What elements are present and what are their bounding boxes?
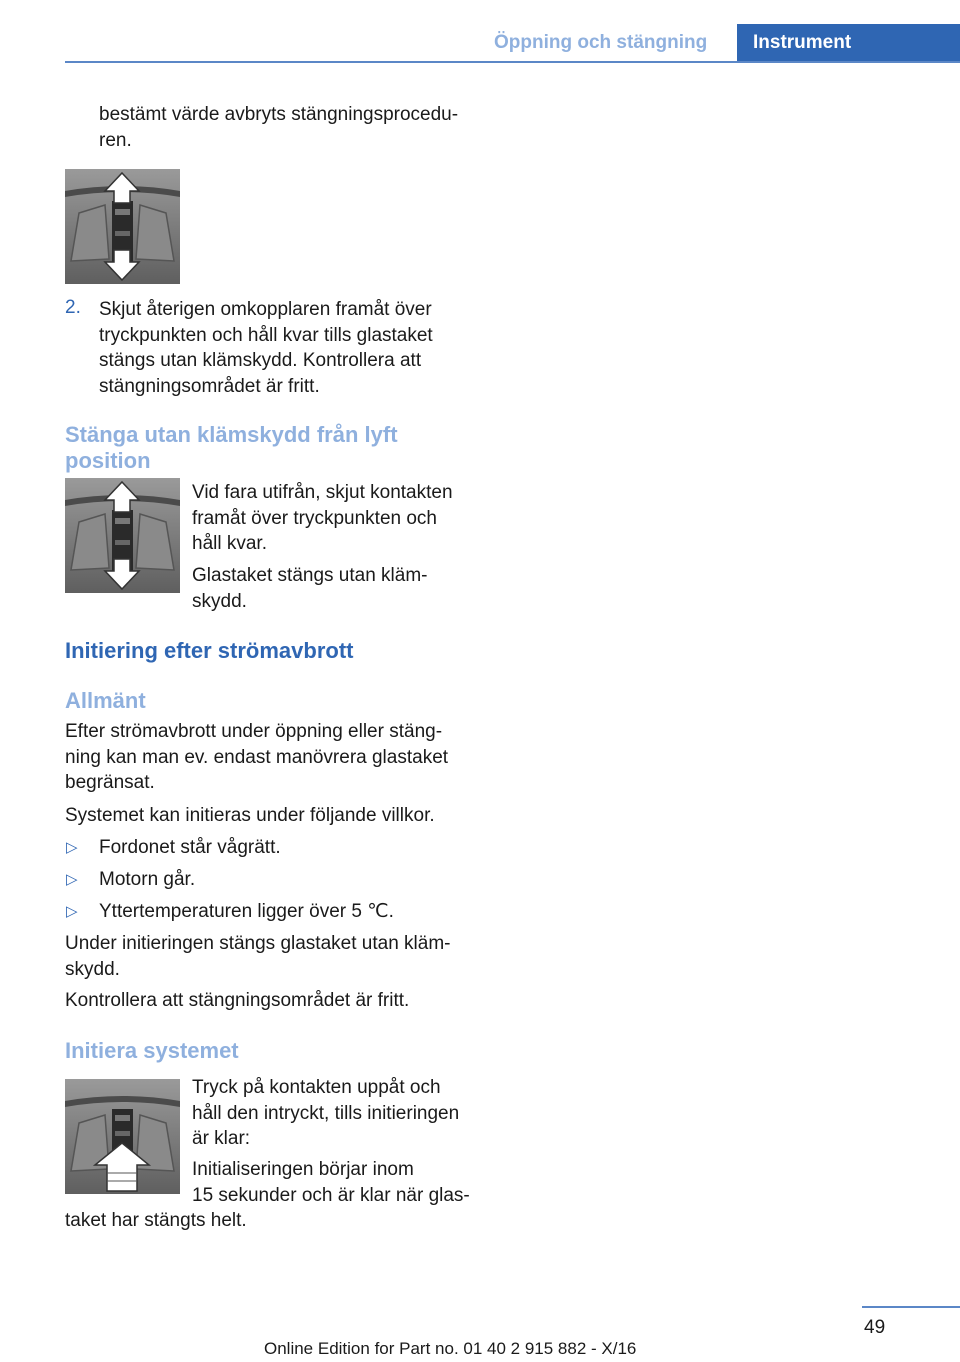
system-paragraph-1 (192, 1075, 459, 1152)
subheading-general: Allmänt (65, 688, 146, 713)
text-line: Efter strömavbrott under öppning eller stäng‐ (65, 721, 443, 742)
heading-line: position (65, 448, 151, 473)
text-line: ning kan man ev. endast manövrera glastaket (65, 746, 449, 768)
running-header-section: Öppning och stängning (494, 32, 708, 53)
text-line: håll den intryckt, tills initieringen (192, 1102, 460, 1124)
roof-switch-icon (65, 478, 180, 593)
continued-paragraph (99, 102, 458, 153)
roof-switch-figure-up-down-2 (65, 478, 180, 593)
subheading-initiera-systemet: Initiera systemet (65, 1038, 239, 1063)
system-paragraph-2-line: taket har stängts helt. (65, 1210, 247, 1231)
triangle-bullet-icon: ▷ (66, 903, 78, 920)
text-line: tryckpunkten och håll kvar tills glastaket (99, 324, 433, 346)
text-line: är klar: (192, 1128, 251, 1149)
roof-switch-figure-up (65, 1079, 180, 1194)
text-line: ren. (99, 129, 132, 151)
text-line: skydd. (65, 958, 120, 980)
text-line: Vid fara utifrån, skjut kontakten (192, 482, 453, 503)
heading-initiering: Initiering efter strömavbrott (65, 638, 354, 663)
init-paragraph-1 (65, 719, 448, 796)
text-line: Tryck på kontakten uppåt och (192, 1077, 441, 1098)
header-rule (65, 61, 960, 63)
triangle-bullet-icon: ▷ (66, 839, 78, 856)
bullet-item: Motorn går. (99, 869, 196, 890)
text-line: stängs utan klämskydd. Kontrollera att (99, 350, 422, 371)
step-number: 2. (65, 297, 81, 318)
footer-rule (862, 1306, 960, 1308)
chapter-tab-label: Instrument (753, 32, 852, 53)
roof-switch-icon (65, 169, 180, 284)
step-2-text (99, 297, 433, 399)
system-paragraph-2-line: Initialiseringen börjar inom (192, 1159, 414, 1180)
bullet-item: Fordonet står vågrätt. (99, 837, 281, 858)
text-line: Skjut återigen omkopplaren framåt över (99, 299, 432, 320)
lift-paragraph-2 (192, 563, 428, 614)
init-paragraph-4: Kontrollera att stängningsområdet är fritt. (65, 990, 410, 1011)
bullet-item: Yttertemperaturen ligger över 5 ℃. (99, 901, 394, 922)
text-line: Glastaket stängs utan kläm‐ (192, 565, 428, 586)
init-paragraph-3 (65, 931, 450, 982)
init-paragraph-2: Systemet kan initieras under följande villkor. (65, 805, 435, 826)
text-line: framåt över tryckpunkten och (192, 507, 437, 529)
heading-line: Stänga utan klämskydd från lyft (65, 422, 398, 447)
triangle-bullet-icon: ▷ (66, 871, 78, 888)
text-line: Under initieringen stängs glastaket utan kläm‐ (65, 933, 451, 954)
lift-paragraph-1 (192, 480, 453, 557)
system-paragraph-2-line: 15 sekunder och är klar när glas‐ (192, 1185, 470, 1206)
page-number: 49 (864, 1317, 886, 1338)
text-line: stängningsområdet är fritt. (99, 375, 320, 397)
roof-switch-figure-up-down (65, 169, 180, 284)
heading-close-from-lift (65, 422, 398, 474)
chapter-tab (737, 24, 960, 63)
text-line: bestämt värde avbryts stängningsprocedu‐ (99, 104, 459, 125)
text-line: skydd. (192, 590, 247, 612)
edition-footer: Online Edition for Part no. 01 40 2 915 882 - X/16 (264, 1339, 637, 1358)
text-line: begränsat. (65, 772, 155, 793)
text-line: håll kvar. (192, 533, 267, 554)
roof-switch-icon (65, 1079, 180, 1194)
